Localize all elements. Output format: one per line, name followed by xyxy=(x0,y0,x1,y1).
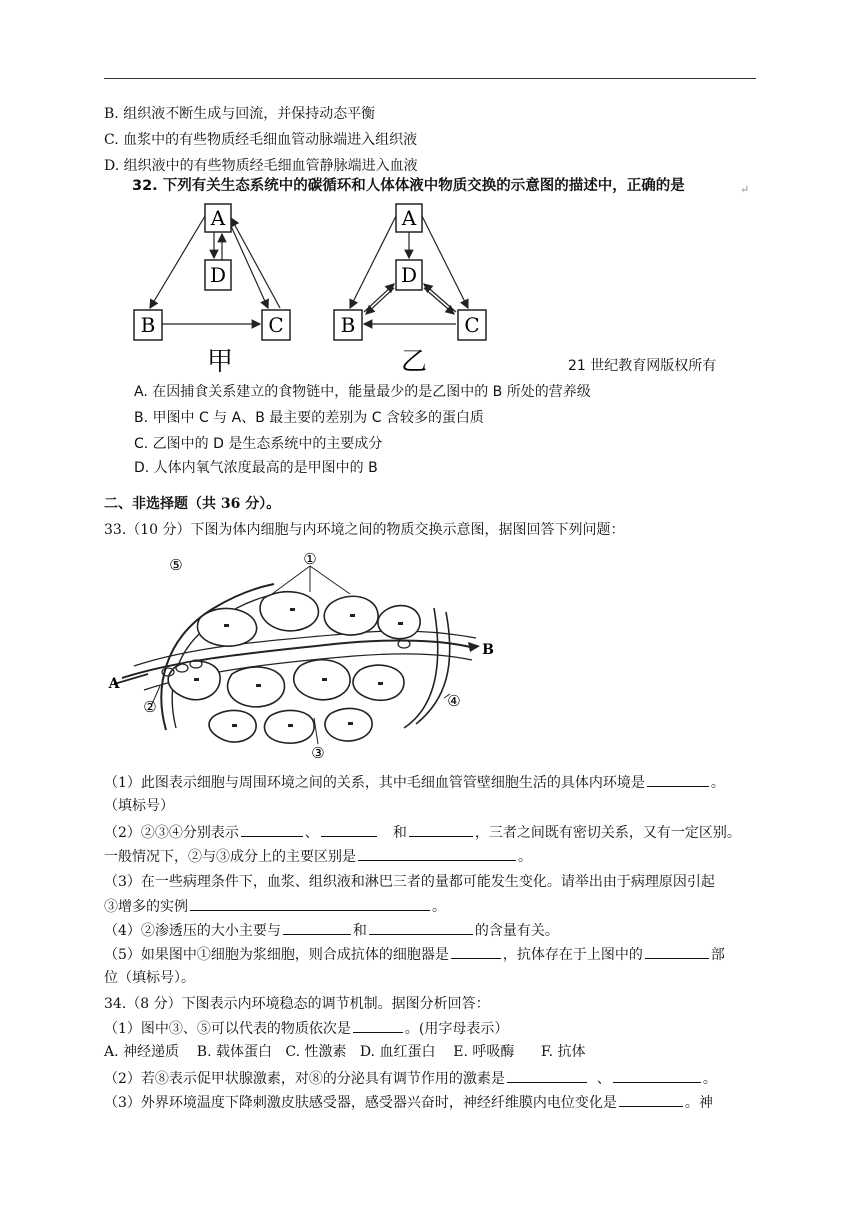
answer-blank[interactable] xyxy=(613,1068,701,1083)
q33-part3b: ③增多的实例 。 xyxy=(104,896,446,917)
header-rule xyxy=(104,78,756,79)
answer-blank[interactable] xyxy=(358,846,516,861)
answer-blank[interactable] xyxy=(369,920,473,935)
q34-part1: （1）图中③、⑤可以代表的物质依次是 。(用字母表示） xyxy=(104,1018,508,1039)
q31-option-d: D. 组织液中的有些物质经毛细血管静脉端进入血液 xyxy=(104,158,418,174)
answer-blank[interactable] xyxy=(321,822,377,837)
label-b: B xyxy=(482,642,494,658)
node-a-label: A xyxy=(401,206,417,230)
paragraph-mark: ↵ xyxy=(740,183,750,196)
q32-option-b: B. 甲图中 C 与 A、B 最主要的差别为 C 含较多的蛋白质 xyxy=(134,410,484,426)
q31-option-c: C. 血浆中的有些物质经毛细血管动脉端进入组织液 xyxy=(104,132,418,148)
diagram-yi-caption: 乙 xyxy=(400,347,428,373)
node-c-label: C xyxy=(464,313,480,337)
q33-part2b: 一般情况下，②与③成分上的主要区别是 。 xyxy=(104,846,532,867)
q33-part1-note: （填标号） xyxy=(104,798,174,814)
node-b-label: B xyxy=(140,313,156,337)
label-a: A xyxy=(108,676,120,692)
node-d-label: D xyxy=(209,263,227,287)
diagram-jia xyxy=(120,198,310,373)
q32-stem: 32. 下列有关生态系统中的碳循环和人体体液中物质交换的示意图的描述中，正确的是 xyxy=(132,178,685,194)
section-title: 二、非选择题（共 36 分）。 xyxy=(104,496,281,512)
diagram-jia-caption: 甲 xyxy=(206,347,234,373)
answer-blank[interactable] xyxy=(507,1068,587,1083)
q32-option-d: D. 人体内氧气浓度最高的是甲图中的 B xyxy=(134,460,378,476)
q33-part2: （2）②③④分别表示 、 和 ，三者之间既有密切关系，又有一定区别。 xyxy=(104,822,741,843)
q32-option-c: C. 乙图中的 D 是生态系统中的主要成分 xyxy=(134,436,383,452)
node-b-label: B xyxy=(340,313,356,337)
node-d-label: D xyxy=(400,263,418,287)
answer-blank[interactable] xyxy=(190,896,430,911)
q34-part2: （2）若⑧表示促甲状腺激素，对⑧的分泌具有调节作用的激素是 、 。 xyxy=(104,1068,717,1089)
answer-blank[interactable] xyxy=(353,1018,403,1033)
diagram-yi xyxy=(322,198,502,373)
answer-blank[interactable] xyxy=(647,772,709,787)
answer-blank[interactable] xyxy=(283,920,351,935)
node-c-label: C xyxy=(268,313,284,337)
q33-part5: （5）如果图中①细胞为浆细胞，则合成抗体的细胞器是 ，抗体存在于上图中的 部 xyxy=(104,944,725,965)
q34-part3: （3）外界环境温度下降刺激皮肤感受器，感受器兴奋时，神经纤维膜内电位变化是 。神 xyxy=(104,1092,713,1113)
answer-blank[interactable] xyxy=(451,944,501,959)
tissue-exchange-figure xyxy=(104,548,494,760)
label-2: ② xyxy=(143,698,157,716)
node-a-label: A xyxy=(210,206,226,230)
answer-blank[interactable] xyxy=(619,1092,683,1107)
q33-part4: （4）②渗透压的大小主要与 和 的含量有关。 xyxy=(104,920,559,941)
q32-option-a: A. 在因捕食关系建立的食物链中，能量最少的是乙图中的 B 所处的营养级 xyxy=(134,384,591,400)
q33-part3: （3）在一些病理条件下，血浆、组织液和淋巴三者的量都可能发生变化。请举出由于病理原因引起 xyxy=(104,874,715,890)
q33-part1: （1）此图表示细胞与周围环境之间的关系，其中毛细血管管壁细胞生活的具体内环境是 。 xyxy=(104,772,725,793)
answer-blank[interactable] xyxy=(241,822,303,837)
label-5: ⑤ xyxy=(169,556,183,574)
answer-blank[interactable] xyxy=(409,822,473,837)
q34-stem: 34.（8 分）下图表示内环境稳态的调节机制。据图分析回答： xyxy=(104,996,490,1012)
label-3: ③ xyxy=(311,744,325,760)
q33-part5b: 位（填标号）。 xyxy=(104,970,195,986)
q31-option-b: B. 组织液不断生成与回流，并保持动态平衡 xyxy=(104,106,376,122)
label-4: ④ xyxy=(447,692,461,710)
label-1: ① xyxy=(303,550,317,568)
copyright-note: 21 世纪教育网版权所有 xyxy=(568,358,717,374)
q33-stem: 33.（10 分）下图为体内细胞与内环境之间的物质交换示意图，据图回答下列问题： xyxy=(104,522,625,538)
answer-blank[interactable] xyxy=(645,944,709,959)
q34-choices: A. 神经递质 B. 载体蛋白 C. 性激素 D. 血红蛋白 E. 呼吸酶 F. 抗体 xyxy=(104,1044,586,1060)
